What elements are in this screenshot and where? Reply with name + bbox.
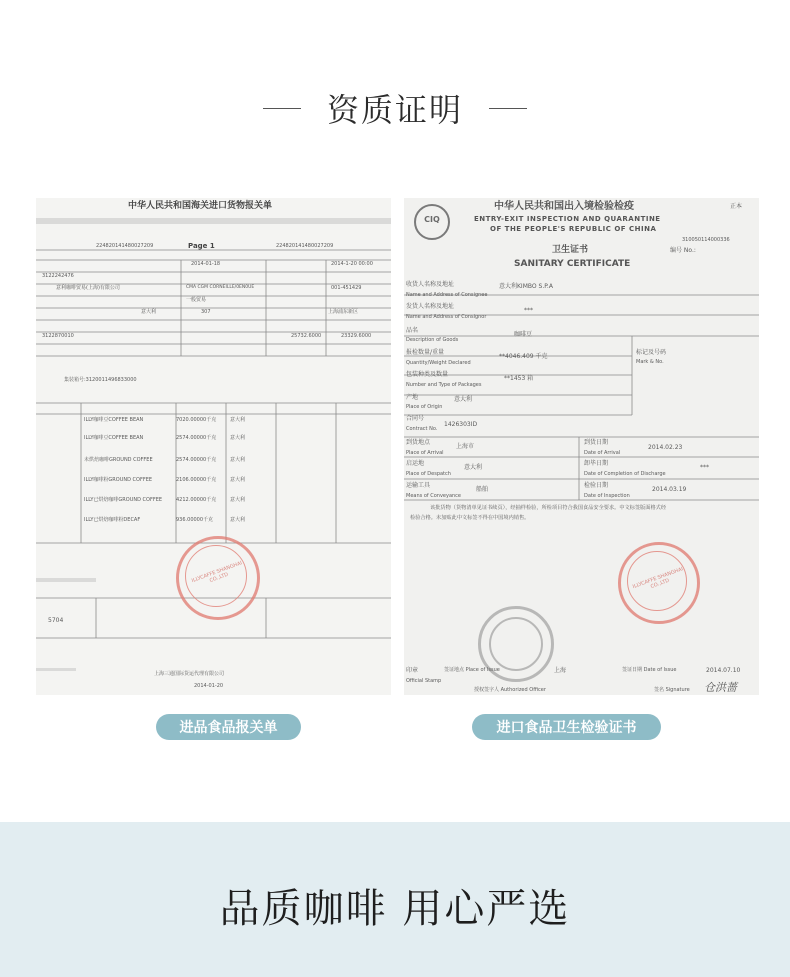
customs-bill-no: 001-451429 xyxy=(331,285,362,291)
customs-row-name: ILLY已烘焙咖啡GROUND COFFEE xyxy=(84,497,163,503)
pkg-label-en: Number and Type of Packages xyxy=(406,382,482,388)
arrival-value: 上海市 xyxy=(456,443,475,450)
contract-value: 1426303ID xyxy=(444,421,478,428)
customs-row-qty: 2574.00000千克 xyxy=(176,457,217,463)
sanitary-header-en2: OF THE PEOPLE'S REPUBLIC OF CHINA xyxy=(490,225,657,233)
customs-row-qty: 2574.00000千克 xyxy=(176,435,217,441)
customs-declaration-image xyxy=(36,198,391,695)
qty-label: 报检数量/重量 xyxy=(406,349,445,356)
caption-sanitary: 进口食品卫生检验证书 xyxy=(472,714,661,740)
customs-container-note: 集装箱号:3120011496833000 xyxy=(64,377,137,383)
title-line-right xyxy=(489,108,527,109)
copy-label: 正本 xyxy=(730,203,743,210)
conveyance-label-en: Means of Conveyance xyxy=(406,493,461,499)
discharge-value: *** xyxy=(700,464,709,471)
customs-country: 意大利 xyxy=(141,309,157,315)
customs-consignee-code: 3122242476 xyxy=(42,273,74,279)
consignee-label-en: Name and Address of Consignee xyxy=(406,292,488,298)
official-stamp-label-en: Official Stamp xyxy=(406,678,442,684)
company-seal-left xyxy=(176,536,260,620)
sign-place-label: 签证地点 Place of Issue xyxy=(444,667,500,673)
contract-label-en: Contract No. xyxy=(406,426,438,432)
inspection-label: 检验日期 xyxy=(584,482,609,489)
customs-row-qty: 4212.00000千克 xyxy=(176,497,217,503)
customs-footer-date: 2014-01-20 xyxy=(194,683,224,689)
caption-customs: 进品食品报关单 xyxy=(156,714,301,740)
slogan: 品质咖啡 用心严选 xyxy=(219,886,571,932)
customs-license-no: 3122870010 xyxy=(42,333,74,339)
discharge-label-en: Date of Completion of Discharge xyxy=(584,471,666,477)
origin-label: 产地 xyxy=(406,394,419,401)
signature-label: 签名 Signature xyxy=(654,687,690,693)
arrival-label-en: Place of Arrival xyxy=(406,450,444,456)
ciq-logo xyxy=(414,204,450,240)
customs-broker: 上海三通国际货运代理有限公司 xyxy=(154,671,225,677)
arrival-date-label-en: Date of Arrival xyxy=(584,450,621,456)
section-title-row xyxy=(0,86,790,130)
consignee-label: 收货人名称及地址 xyxy=(406,281,455,288)
cert-title-en: SANITARY CERTIFICATE xyxy=(514,259,631,269)
marks-label-en: Mark & No. xyxy=(636,359,664,365)
despatch-value: 意大利 xyxy=(464,464,483,471)
cert-no-label: 编号 No.: xyxy=(670,247,696,254)
customs-row-name: ILLY咖啡豆COFFEE BEAN xyxy=(84,417,144,423)
customs-row-name: ILLY咖啡粉GROUND COFFEE xyxy=(84,477,153,483)
customs-form-grid xyxy=(36,198,391,695)
inspection-label-en: Date of Inspection xyxy=(584,493,630,499)
customs-row-origin: 意大利 xyxy=(230,435,246,441)
despatch-label-en: Place of Despatch xyxy=(406,471,451,477)
official-stamp-label: 印章 xyxy=(406,667,419,674)
title-line-left xyxy=(263,108,301,109)
customs-trade-mode: 一般贸易 xyxy=(186,297,207,303)
customs-weight2: 23329.6000 xyxy=(341,333,372,339)
customs-weight1: 25732.6000 xyxy=(291,333,322,339)
company-seal-right-text: ILLYCAFFE SHANGHAI CO.,LTD xyxy=(631,566,684,591)
customs-row-origin: 意大利 xyxy=(230,497,246,503)
conveyance-value: 船舶 xyxy=(476,486,489,493)
customs-preentry-no: 224820141480027209 xyxy=(96,243,154,249)
customs-date2: 2014-1-20 00:00 xyxy=(331,261,373,267)
company-seal-right xyxy=(618,542,700,624)
company-seal-left-text: ILLYCAFFE SHANGHAI CO.,LTD xyxy=(190,560,243,585)
arrival-date-value: 2014.02.23 xyxy=(648,444,683,451)
customs-region: 上海浦东新区 xyxy=(328,309,359,315)
customs-row-origin: 意大利 xyxy=(230,417,246,423)
arrival-date-label: 到货日期 xyxy=(584,439,609,446)
pkg-label: 包装种类及数量 xyxy=(406,371,449,378)
customs-row-name: ILLY咖啡豆COFFEE BEAN xyxy=(84,435,144,441)
consignee-value: 意大利KIMBO S.P.A xyxy=(499,283,553,290)
customs-row-origin: 意大利 xyxy=(230,517,246,523)
inspection-date-value: 2014.03.19 xyxy=(652,486,687,493)
inspection-result-line2: 检验合格。未加贴此中文标签不得在中国境内销售。 xyxy=(410,515,530,521)
pkg-value: **1453 箱 xyxy=(504,375,534,382)
customs-row-qty: 7020.00000千克 xyxy=(176,417,217,423)
officer-label: 授权签字人 Authorized Officer xyxy=(474,687,546,693)
customs-declarant-code: 5704 xyxy=(48,617,64,624)
qty-value: **4046.409 千克 xyxy=(499,353,548,360)
customs-no: 224820141480027209 xyxy=(276,243,334,249)
marks-label: 标记及号码 xyxy=(636,349,667,356)
origin-label-en: Place of Origin xyxy=(406,404,443,410)
sanitary-header-cn: 中华人民共和国出入境检验检疫 xyxy=(494,201,634,212)
qty-label-en: Quantity/Weight Declared xyxy=(406,360,471,366)
sanitary-header-en1: ENTRY-EXIT INSPECTION AND QUARANTINE xyxy=(474,215,661,223)
contract-label: 合同号 xyxy=(406,415,425,422)
customs-company-name: 意利咖啡贸易(上海)有限公司 xyxy=(56,285,120,291)
inspection-result-line1: 该批货物（货物清单见证书续页），经抽样检验，所检项目符合我国食品安全要求。中文标签版面格式经 xyxy=(430,505,667,511)
cert-no: 310050114000336 xyxy=(682,237,730,243)
goods-label: 品名 xyxy=(406,327,419,334)
customs-row-origin: 意大利 xyxy=(230,457,246,463)
issue-date-value: 2014.07.10 xyxy=(706,667,741,674)
customs-row-qty: 2106.00000千克 xyxy=(176,477,217,483)
arrival-label: 到货地点 xyxy=(406,439,431,446)
consignor-value: *** xyxy=(524,307,533,314)
goods-value: 咖啡豆 xyxy=(514,331,533,338)
section-title: 资质证明 xyxy=(326,91,463,129)
customs-row-qty: 936.00000千克 xyxy=(176,517,214,523)
signature: 仓洪蔷 xyxy=(704,681,737,694)
sanitary-certificate-image xyxy=(404,198,759,695)
goods-label-en: Description of Goods xyxy=(406,337,459,343)
consignor-label-en: Name and Address of Consignor xyxy=(406,314,487,320)
customs-date1: 2014-01-18 xyxy=(191,261,221,267)
customs-port: 307 xyxy=(201,309,211,315)
ciq-logo-text: CIQ xyxy=(424,215,440,224)
customs-row-origin: 意大利 xyxy=(230,477,246,483)
customs-row-name: ILLY已烘焙咖啡粉DECAF xyxy=(84,517,141,523)
conveyance-label: 运输工具 xyxy=(406,482,431,489)
customs-page-label: Page 1 xyxy=(188,242,215,250)
cert-title-cn: 卫生证书 xyxy=(552,245,589,255)
discharge-label: 卸毕日期 xyxy=(584,460,609,467)
customs-header: 中华人民共和国海关进口货物报关单 xyxy=(128,201,273,211)
consignor-label: 发货人名称及地址 xyxy=(406,303,455,310)
despatch-label: 启运地 xyxy=(406,460,425,467)
origin-value: 意大利 xyxy=(454,396,473,403)
customs-row-name: 未烘焙咖啡GROUND COFFEE xyxy=(84,457,153,463)
sign-place-value: 上海 xyxy=(554,667,567,674)
issue-date-label: 签证日期 Date of Issue xyxy=(622,667,677,673)
customs-vessel: CMA CGM CORNEILLE/0EN0UE xyxy=(186,285,255,290)
